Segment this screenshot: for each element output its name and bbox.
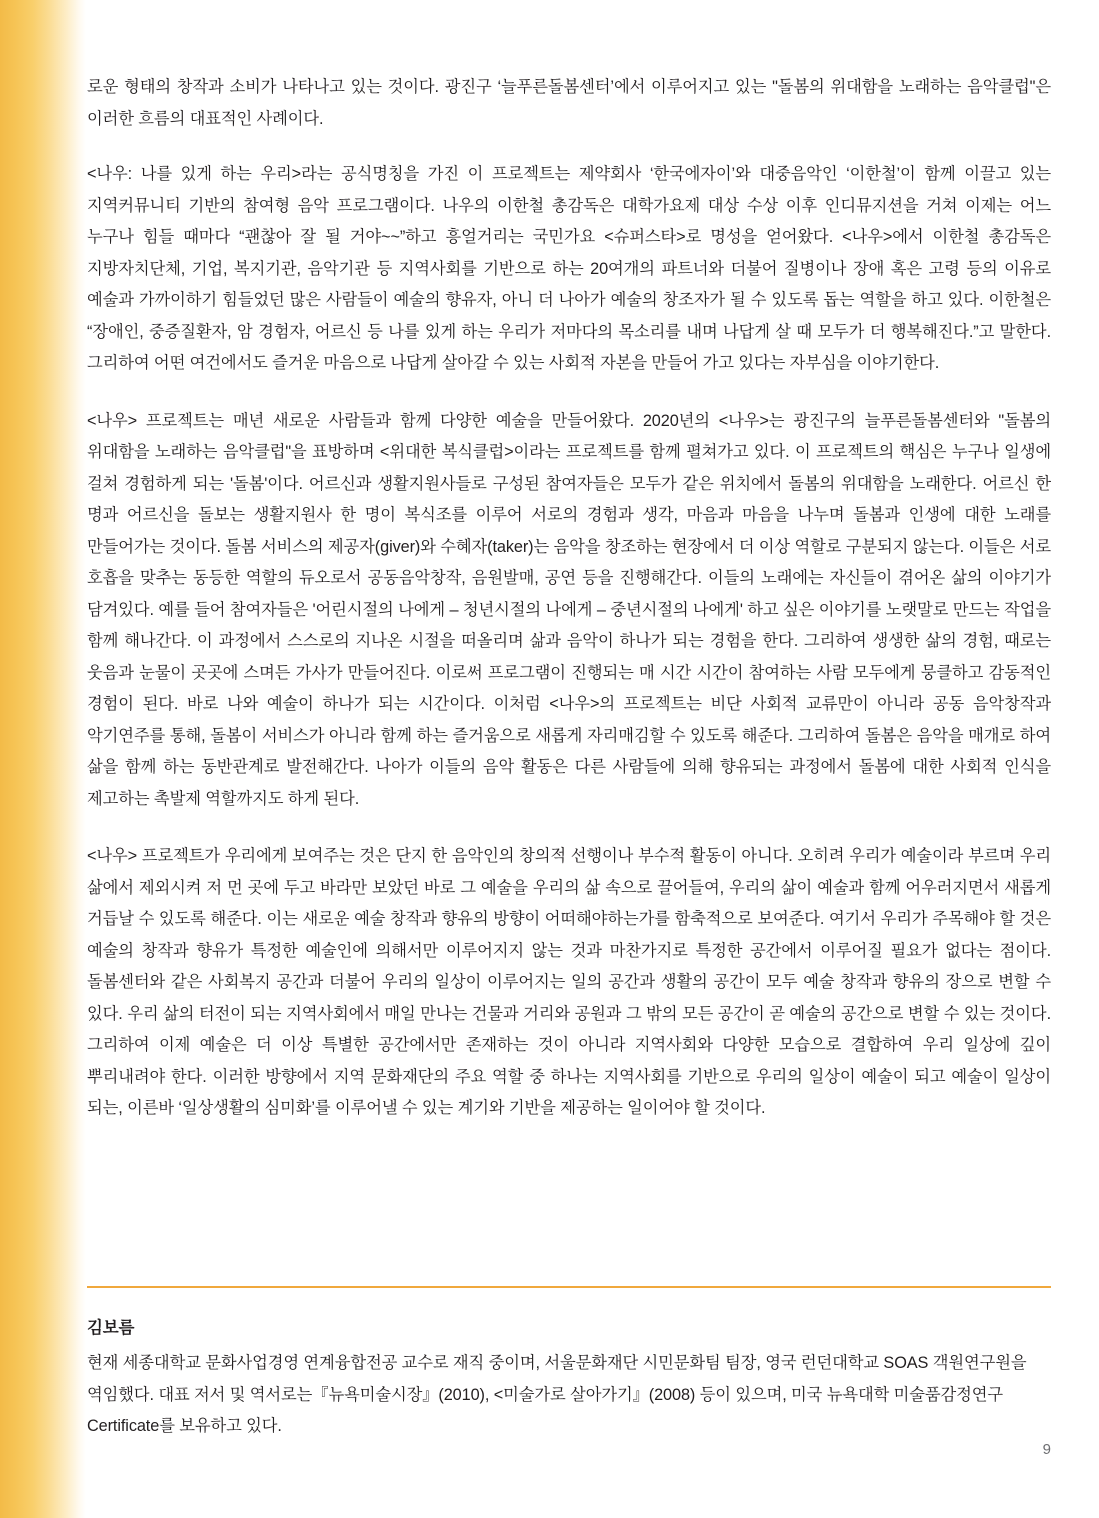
author-bio: 현재 세종대학교 문화사업경영 연계융합전공 교수로 재직 중이며, 서울문화재단 시민문화팀 팀장, 영국 런던대학교 SOAS 객원연구원을 역임했다. 대표 저서 및 역서로는『뉴욕미술시장』(2010), <미술가로 살아가기』(2008) 등이 있으며, 미국 뉴욕대학 미술품감정연구 Certificate를 보유하고 있다. bbox=[87, 1354, 1027, 1435]
section-divider bbox=[87, 1286, 1051, 1288]
paragraph-3: <나우> 프로젝트는 매년 새로운 사람들과 함께 다양한 예술을 만들어왔다. 2020년의 <나우>는 광진구의 늘푸른돌봄센터와 "돌봄의 위대함을 노래하는 음악클럽"을 표방하며 <위대한 복식클럽>이라는 프로젝트를 함께 펼쳐가고 있다. 이 프로젝트의 핵심은 누구나 일생에 걸쳐 경험하게 되는 '돌봄'이다. 어르신과 생활지원사들로 구성된 참여자들은 모두가 같은 위치에서 돌봄의 위대함을 노래한다. 어르신 한 명과 어르신을 돌보는 생활지원사 한 명이 복식조를 이루어 서로의 경험과 생각, 마음과 마음을 나누며 돌봄과 인생에 대한 노래를 만들어가는 것이다. 돌봄 서비스의 제공자(giver)와 수혜자(taker)는 음악을 창조하는 현장에서 더 이상 역할로 구분되지 않는다. 이들은 서로 호흡을 맞추는 동등한 역할의 듀오로서 공동음악창작, 음원발매, 공연 등을 진행해간다. 이들의 노래에는 자신들이 겪어온 삶의 이야기가 담겨있다. 예를 들어 참여자들은 '어린시절의 나에게 – 청년시절의 나에게 – 중년시절의 나에게' 하고 싶은 이야기를 노랫말로 만드는 작업을 함께 해나간다. 이 과정에서 스스로의 지나온 시절을 떠올리며 삶과 음악이 하나가 되는 경험을 한다. 그리하여 생생한 삶의 경험, 때로는 웃음과 눈물이 곳곳에 스며든 가사가 만들어진다. 이로써 프로그램이 진행되는 매 시간 시간이 참여하는 사람 모두에게 뭉클하고 감동적인 경험이 된다. 바로 나와 예술이 하나가 되는 시간이다. 이처럼 <나우>의 프로젝트는 비단 사회적 교류만이 아니라 공동 음악창작과 악기연주를 통해, 돌봄이 서비스가 아니라 함께 하는 즐거움으로 새롭게 자리매김할 수 있도록 해준다. 그리하여 돌봄은 음악을 매개로 하여 삶을 함께 하는 동반관계로 발전해간다. 나아가 이들의 음악 활동은 다른 사람들에 의해 향유되는 과정에서 돌봄에 대한 사회적 인식을 제고하는 촉발제 역할까지도 하게 된다. bbox=[87, 411, 1051, 808]
page-number: 9 bbox=[1042, 1441, 1051, 1458]
body-text-column bbox=[87, 72, 1051, 1125]
paragraph-1: 로운 형태의 창작과 소비가 나타나고 있는 것이다. 광진구 ‘늘푸른돌봄센터’에서 이루어지고 있는 "돌봄의 위대함을 노래하는 음악클럽"은 이러한 흐름의 대표적인 사례이다. bbox=[87, 78, 1051, 128]
author-block bbox=[87, 1286, 1099, 1443]
paragraph-4: <나우> 프로젝트가 우리에게 보여주는 것은 단지 한 음악인의 창의적 선행이나 부수적 활동이 아니다. 오히려 우리가 예술이라 부르며 우리 삶에서 제외시켜 저 먼 곳에 두고 바라만 보았던 바로 그 예술을 우리의 삶 속으로 끌어들여, 우리의 삶이 예술과 함께 어우러지면서 새롭게 거듭날 수 있도록 해준다. 이는 새로운 예술 창작과 향유의 방향이 어떠해야하는가를 함축적으로 보여준다. 여기서 우리가 주목해야 할 것은 예술의 창작과 향유가 특정한 예술인에 의해서만 이루어지지 않는 것과 마찬가지로 특정한 공간에서 이루어질 필요가 없다는 점이다. 돌봄센터와 같은 사회복지 공간과 더불어 우리의 일상이 이루어지는 일의 공간과 생활의 공간이 모두 예술 창작과 향유의 장으로 변할 수 있다. 우리 삶의 터전이 되는 지역사회에서 매일 만나는 건물과 거리와 공원과 그 밖의 모든 공간이 곧 예술의 공간으로 변할 수 있는 것이다. 그리하여 이제 예술은 더 이상 특별한 공간에서만 존재하는 것이 아니라 지역사회와 다양한 모습으로 결합하여 우리 일상에 깊이 뿌리내려야 한다. 이러한 방향에서 지역 문화재단의 주요 역할 중 하나는 지역사회를 기반으로 우리의 일상이 예술이 되고 예술이 일상이 되는, 이른바 ‘일상생활의 심미화’를 이루어낼 수 있는 계기와 기반을 제공하는 일이어야 할 것이다. bbox=[87, 847, 1051, 1117]
paragraph-2: <나우: 나를 있게 하는 우리>라는 공식명칭을 가진 이 프로젝트는 제약회사 ‘한국에자이’와 대중음악인 ‘이한철’이 함께 이끌고 있는 지역커뮤니티 기반의 참여형 음악 프로그램이다. 나우의 이한철 총감독은 대학가요제 대상 수상 이후 인디뮤지션을 거쳐 이제는 어느 누구나 힘들 때마다 “괜찮아 잘 될 거야~~”하고 흥얼거리는 국민가요 <슈퍼스타>로 명성을 얻어왔다. <나우>에서 이한철 총감독은 지방자치단체, 기업, 복지기관, 음악기관 등 지역사회를 기반으로 하는 20여개의 파트너와 더불어 질병이나 장애 혹은 고령 등의 이유로 예술과 가까이하기 힘들었던 많은 사람들이 예술의 향유자, 아니 더 나아가 예술의 창조자가 될 수 있도록 돕는 역할을 하고 있다. 이한철은 “장애인, 중증질환자, 암 경험자, 어르신 등 나를 있게 하는 우리가 저마다의 목소리를 내며 나답게 살 때 모두가 더 행복해진다.”고 말한다. 그리하여 어떤 여건에서도 즐거운 마음으로 나답게 살아갈 수 있는 사회적 자본을 만들어 가고 있다는 자부심을 이야기한다. bbox=[87, 165, 1051, 372]
left-gradient-band bbox=[0, 0, 86, 1518]
author-name: 김보름 bbox=[87, 1319, 135, 1337]
